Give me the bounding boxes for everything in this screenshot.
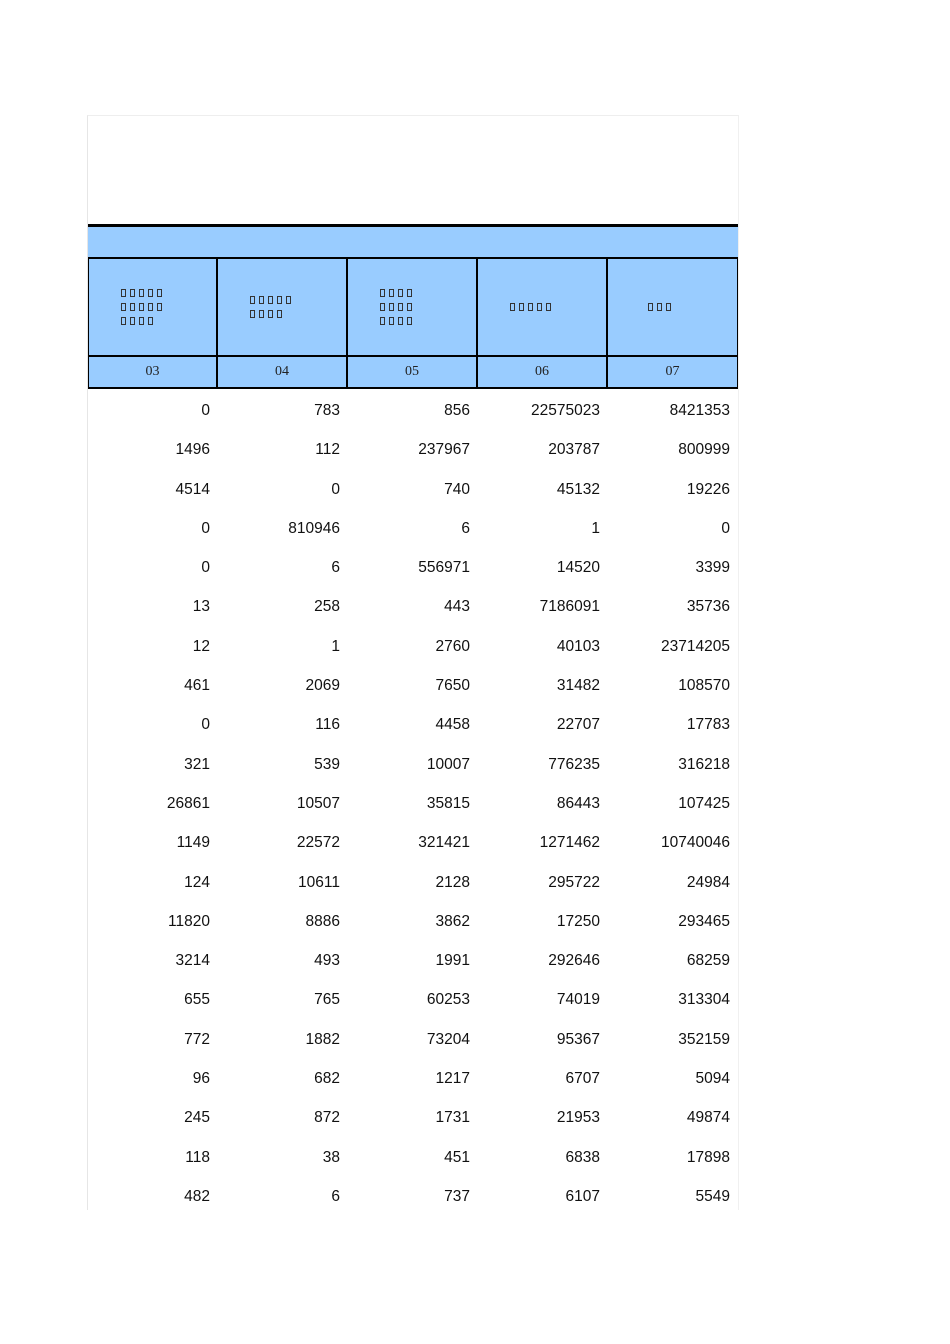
table-cell[interactable]: 258 <box>314 598 340 616</box>
header-glyphs <box>608 303 671 311</box>
missing-glyph-icon <box>148 317 153 325</box>
header-text-line <box>121 289 162 297</box>
table-cell[interactable]: 107425 <box>678 794 730 812</box>
column-header-04[interactable] <box>218 259 348 355</box>
table-cell[interactable]: 737 <box>444 1187 470 1205</box>
missing-glyph-icon <box>398 317 403 325</box>
missing-glyph-icon <box>510 303 515 311</box>
table-cell[interactable]: 3399 <box>695 559 730 577</box>
missing-glyph-icon <box>130 289 135 297</box>
table-row <box>88 902 738 941</box>
missing-glyph-icon <box>157 289 162 297</box>
header-glyphs <box>478 303 551 311</box>
column-code: 06 <box>478 357 608 387</box>
header-glyphs <box>348 289 412 325</box>
table-cell[interactable]: 655 <box>184 991 210 1009</box>
missing-glyph-icon <box>648 303 653 311</box>
missing-glyph-icon <box>407 317 412 325</box>
table-row <box>88 863 738 902</box>
column-code: 07 <box>608 357 738 387</box>
missing-glyph-icon <box>546 303 551 311</box>
column-code: 05 <box>348 357 478 387</box>
table-cell[interactable]: 14520 <box>556 559 600 577</box>
table-cell[interactable]: 1 <box>331 637 340 655</box>
header-text-line <box>380 303 412 311</box>
header-text-line <box>510 303 551 311</box>
table-body <box>88 389 738 1216</box>
table-cell[interactable]: 17783 <box>686 716 730 734</box>
table-cell[interactable]: 6 <box>461 519 470 537</box>
header-text-line <box>121 303 162 311</box>
table-cell[interactable]: 1149 <box>176 834 210 852</box>
missing-glyph-icon <box>259 310 264 318</box>
table-row <box>88 1098 738 1137</box>
missing-glyph-icon <box>139 289 144 297</box>
table-cell[interactable]: 74019 <box>556 991 600 1009</box>
table-cell[interactable]: 22575023 <box>531 402 600 419</box>
missing-glyph-icon <box>268 310 273 318</box>
table-cell[interactable]: 0 <box>201 402 210 419</box>
missing-glyph-icon <box>148 289 153 297</box>
table-cell[interactable]: 17898 <box>686 1148 730 1166</box>
table-cell[interactable]: 765 <box>314 991 340 1009</box>
missing-glyph-icon <box>380 303 385 311</box>
missing-glyph-icon <box>250 296 255 304</box>
table-cell[interactable]: 2069 <box>305 677 340 695</box>
table-cell[interactable]: 10507 <box>296 794 340 812</box>
missing-glyph-icon <box>139 317 144 325</box>
missing-glyph-icon <box>407 289 412 297</box>
column-header-07[interactable] <box>608 259 738 355</box>
table-cell[interactable]: 116 <box>315 716 340 734</box>
table-cell[interactable]: 493 <box>314 952 340 970</box>
table-cell[interactable]: 22707 <box>556 716 600 734</box>
table-cell[interactable]: 443 <box>444 598 470 616</box>
table-row <box>88 391 738 430</box>
missing-glyph-icon <box>407 303 412 311</box>
table-cell[interactable]: 772 <box>184 1030 210 1048</box>
missing-glyph-icon <box>380 289 385 297</box>
table-cell[interactable]: 35815 <box>426 794 470 812</box>
table-row <box>88 470 738 509</box>
table-cell[interactable]: 1496 <box>175 441 210 459</box>
missing-glyph-icon <box>139 303 144 311</box>
title-area <box>88 116 738 224</box>
missing-glyph-icon <box>389 317 394 325</box>
missing-glyph-icon <box>398 303 403 311</box>
table-cell[interactable]: 352159 <box>678 1030 730 1048</box>
table-cell[interactable]: 38 <box>322 1148 340 1166</box>
missing-glyph-icon <box>157 303 162 311</box>
table-cell[interactable]: 1 <box>591 519 600 537</box>
table-cell[interactable]: 86443 <box>556 794 600 812</box>
table-cell[interactable]: 872 <box>314 1109 340 1127</box>
missing-glyph-icon <box>657 303 662 311</box>
table-cell[interactable]: 68259 <box>686 952 730 970</box>
table-cell[interactable]: 0 <box>201 559 210 577</box>
table-row <box>88 705 738 744</box>
missing-glyph-icon <box>250 310 255 318</box>
table-cell[interactable]: 1991 <box>435 952 470 970</box>
table-cell[interactable]: 17250 <box>556 912 600 930</box>
missing-glyph-icon <box>389 303 394 311</box>
table-cell[interactable]: 12 <box>192 637 210 655</box>
table-cell[interactable]: 0 <box>721 519 730 537</box>
table-cell[interactable]: 810946 <box>288 519 340 537</box>
table-cell[interactable]: 856 <box>444 402 470 419</box>
table-cell[interactable]: 313304 <box>678 991 730 1009</box>
missing-glyph-icon <box>121 303 126 311</box>
table-row <box>88 1059 738 1098</box>
table-row <box>88 627 738 666</box>
table-cell[interactable]: 95367 <box>556 1030 600 1048</box>
table-cell[interactable]: 295722 <box>548 873 600 891</box>
table-cell[interactable]: 0 <box>201 716 210 734</box>
column-header-03[interactable] <box>88 259 218 355</box>
table-cell[interactable]: 8886 <box>305 912 340 930</box>
table-cell[interactable]: 237967 <box>418 441 470 459</box>
table-cell[interactable]: 112 <box>315 441 340 459</box>
table-row <box>88 784 738 823</box>
table-cell[interactable]: 31482 <box>556 677 600 695</box>
table-cell[interactable]: 96 <box>192 1070 210 1088</box>
header-text-line <box>648 303 671 311</box>
table-cell[interactable]: 5549 <box>695 1187 730 1205</box>
table-cell[interactable]: 10611 <box>298 873 340 891</box>
table-row <box>88 666 738 705</box>
header-glyphs <box>89 289 162 325</box>
table-cell[interactable]: 776235 <box>548 755 600 773</box>
table-cell[interactable]: 0 <box>331 480 340 498</box>
table-cell[interactable]: 73204 <box>426 1030 470 1048</box>
table-cell[interactable]: 49874 <box>686 1109 730 1127</box>
missing-glyph-icon <box>286 296 291 304</box>
missing-glyph-icon <box>259 296 264 304</box>
missing-glyph-icon <box>148 303 153 311</box>
table-cell[interactable]: 118 <box>185 1148 210 1166</box>
table-cell[interactable]: 539 <box>314 755 340 773</box>
table-cell[interactable]: 24984 <box>686 873 730 891</box>
table-cell[interactable]: 7650 <box>435 677 470 695</box>
table-cell[interactable]: 292646 <box>548 952 600 970</box>
table-cell[interactable]: 22572 <box>296 834 340 852</box>
table-cell[interactable]: 203787 <box>548 441 600 459</box>
table-cell[interactable]: 10007 <box>426 755 470 773</box>
table-cell[interactable]: 13 <box>192 598 210 616</box>
table-cell[interactable]: 10740046 <box>661 834 730 852</box>
missing-glyph-icon <box>380 317 385 325</box>
table-cell[interactable]: 800999 <box>678 441 730 459</box>
table-cell[interactable]: 482 <box>184 1187 210 1205</box>
table-cell[interactable]: 124 <box>184 873 210 891</box>
header-glyphs <box>218 296 291 318</box>
table-cell[interactable]: 2760 <box>435 637 470 655</box>
table-cell[interactable]: 682 <box>314 1070 340 1088</box>
table-cell[interactable]: 6707 <box>565 1070 600 1088</box>
table-cell[interactable]: 1882 <box>305 1030 340 1048</box>
table-cell[interactable]: 1731 <box>435 1109 470 1127</box>
table-row <box>88 745 738 784</box>
table-cell[interactable]: 5094 <box>695 1070 730 1088</box>
table-row <box>88 509 738 548</box>
table-cell[interactable]: 316218 <box>678 755 730 773</box>
table-cell[interactable]: 6 <box>331 559 340 577</box>
header-text-line <box>250 296 291 304</box>
header-band <box>88 227 738 257</box>
table-row <box>88 980 738 1019</box>
table-cell[interactable]: 45132 <box>556 480 600 498</box>
table-cell[interactable]: 7186091 <box>539 598 600 616</box>
table-cell[interactable]: 451 <box>444 1148 470 1166</box>
missing-glyph-icon <box>537 303 542 311</box>
missing-glyph-icon <box>389 289 394 297</box>
table-cell[interactable]: 245 <box>184 1109 210 1127</box>
table-cell[interactable]: 60253 <box>426 991 470 1009</box>
table-cell[interactable]: 3214 <box>175 952 210 970</box>
missing-glyph-icon <box>130 317 135 325</box>
table-cell[interactable]: 4514 <box>175 480 210 498</box>
table-cell[interactable]: 740 <box>444 480 470 498</box>
missing-glyph-icon <box>666 303 671 311</box>
column-code: 03 <box>88 357 218 387</box>
header-text-line <box>121 317 162 325</box>
table-cell[interactable]: 40103 <box>556 637 600 655</box>
table-cell[interactable]: 3862 <box>435 912 470 930</box>
table-cell[interactable]: 35736 <box>686 598 730 616</box>
table-cell[interactable]: 2128 <box>435 873 470 891</box>
missing-glyph-icon <box>121 317 126 325</box>
table-row <box>88 548 738 587</box>
missing-glyph-icon <box>528 303 533 311</box>
table-cell[interactable]: 783 <box>314 402 340 419</box>
table-cell[interactable]: 321 <box>184 755 210 773</box>
table-row <box>88 1020 738 1059</box>
table-row <box>88 1177 738 1216</box>
spreadsheet <box>87 115 739 1210</box>
missing-glyph-icon <box>121 289 126 297</box>
table-cell[interactable]: 108570 <box>678 677 730 695</box>
table-row <box>88 1138 738 1177</box>
table-cell[interactable]: 6107 <box>565 1187 600 1205</box>
table-row <box>88 941 738 980</box>
table-cell[interactable]: 6 <box>331 1187 340 1205</box>
table-row <box>88 587 738 626</box>
column-header-06[interactable] <box>478 259 608 355</box>
column-header-05[interactable] <box>348 259 478 355</box>
table-cell[interactable]: 461 <box>184 677 210 695</box>
table-cell[interactable]: 4458 <box>435 716 470 734</box>
header-text-line <box>250 310 291 318</box>
table-cell[interactable]: 11820 <box>168 912 210 930</box>
table-row <box>88 430 738 469</box>
table-cell[interactable]: 26861 <box>166 794 210 812</box>
table-cell[interactable]: 23714205 <box>661 637 730 655</box>
table-cell[interactable]: 1271462 <box>539 834 600 852</box>
table-cell[interactable]: 6838 <box>565 1148 600 1166</box>
column-code-row <box>88 357 738 389</box>
header-text-line <box>380 317 412 325</box>
table-cell[interactable]: 19226 <box>686 480 730 498</box>
missing-glyph-icon <box>398 289 403 297</box>
table-row <box>88 823 738 862</box>
missing-glyph-icon <box>277 296 282 304</box>
header-text-line <box>380 289 412 297</box>
missing-glyph-icon <box>130 303 135 311</box>
table-cell[interactable]: 293465 <box>678 912 730 930</box>
table-cell[interactable]: 0 <box>201 519 210 537</box>
missing-glyph-icon <box>268 296 273 304</box>
missing-glyph-icon <box>519 303 524 311</box>
table-cell[interactable]: 21953 <box>556 1109 600 1127</box>
table-cell[interactable]: 8421353 <box>669 402 730 419</box>
table-cell[interactable]: 1217 <box>435 1070 470 1088</box>
table-cell[interactable]: 321421 <box>418 834 470 852</box>
table-cell[interactable]: 556971 <box>418 559 470 577</box>
column-header-row <box>88 257 738 357</box>
column-code: 04 <box>218 357 348 387</box>
missing-glyph-icon <box>277 310 282 318</box>
